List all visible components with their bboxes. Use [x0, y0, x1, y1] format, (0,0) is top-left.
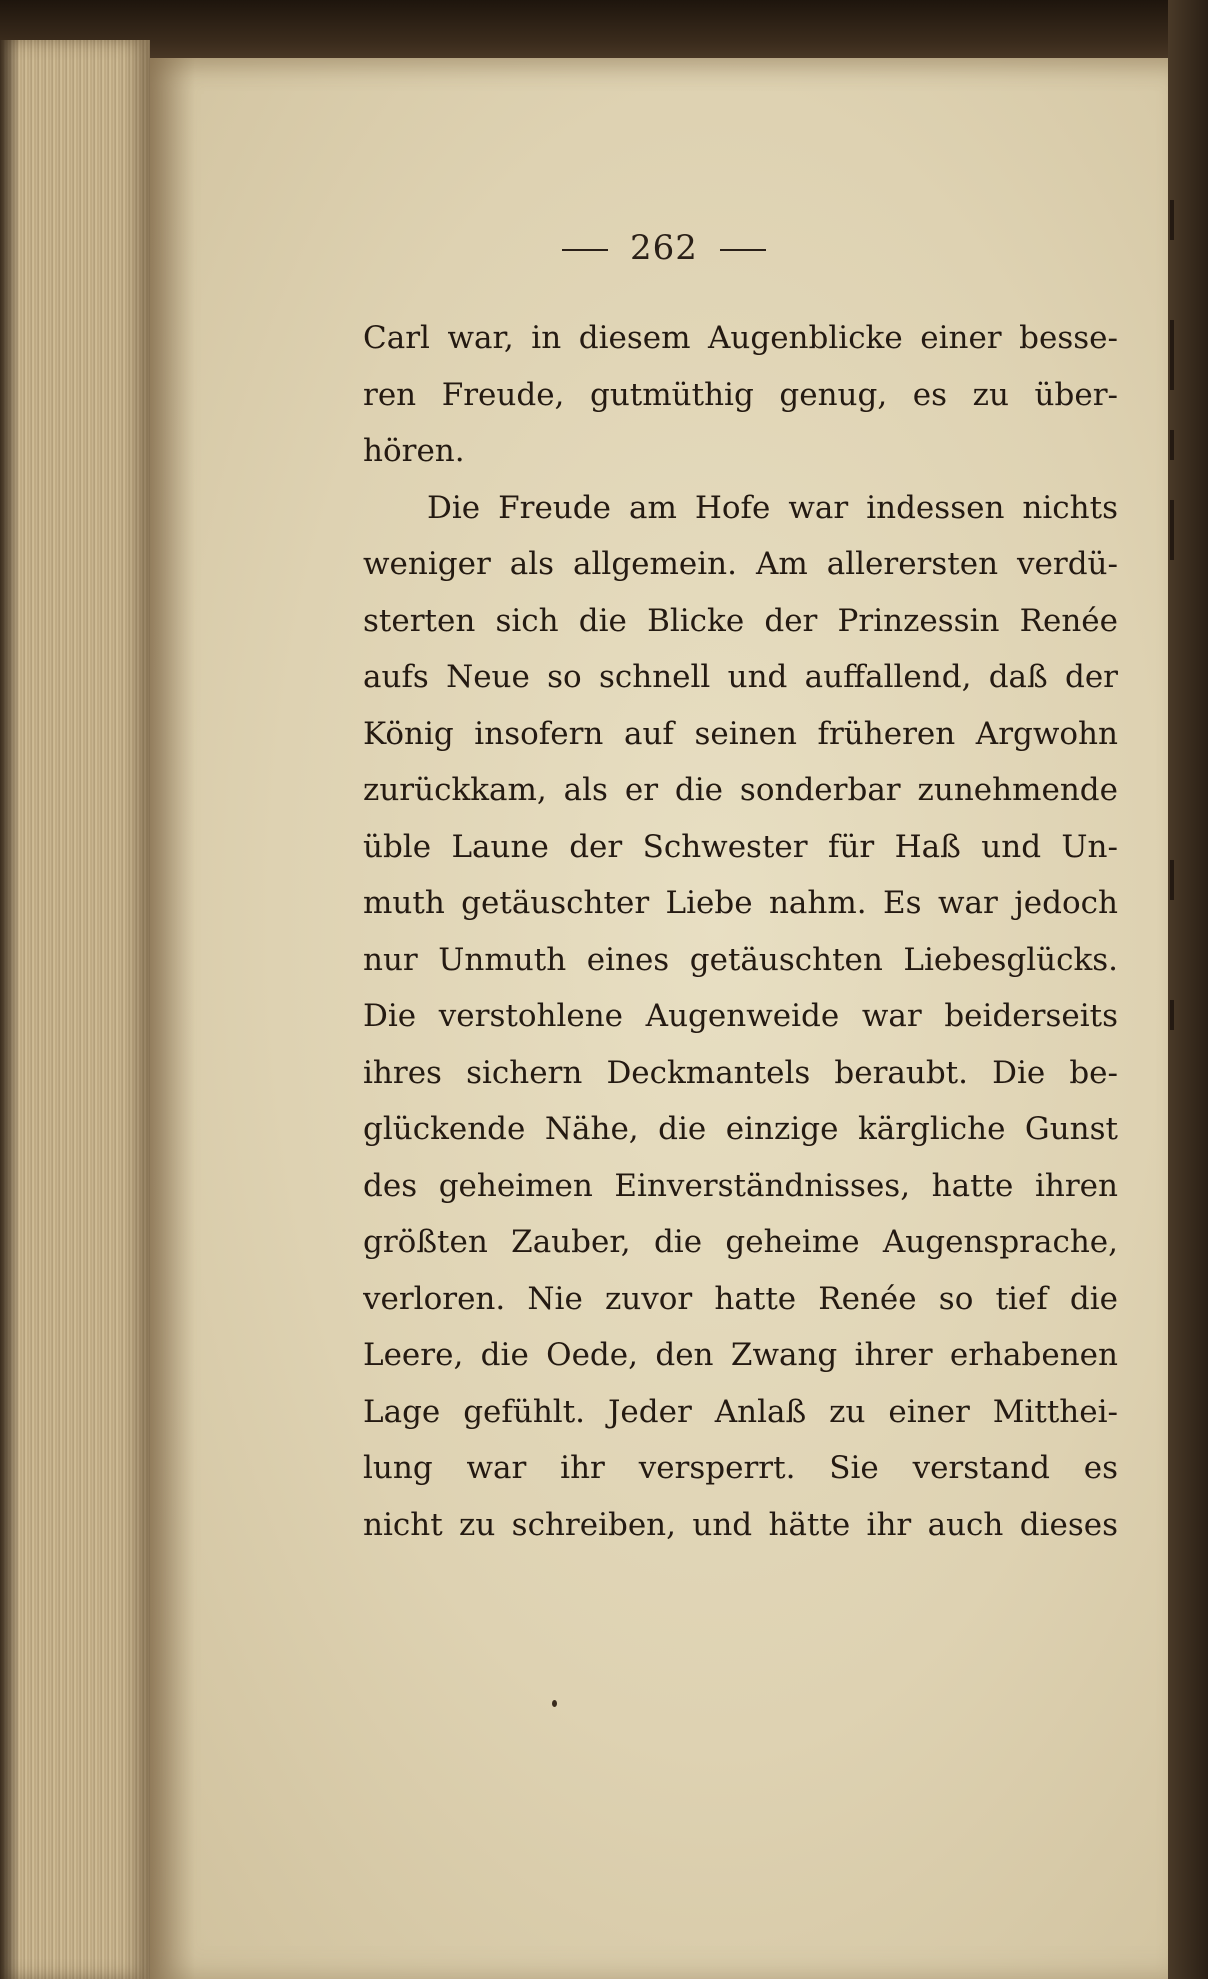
text-line: zurückkam, als er die sonderbar zunehmende: [363, 772, 1118, 808]
text-line: ihres sichern Deckmantels beraubt. Die be-: [363, 1054, 1118, 1091]
text-line: Carl war, in diesem Augenblicke einer besse-: [363, 320, 1118, 356]
text-line: aufs Neue so schnell und auffallend, daß der: [363, 659, 1118, 695]
text-line: des geheimen Einverständnisses, hatte ihren: [363, 1167, 1118, 1204]
text-line: muth getäuschter Liebe nahm. Es war jedoch: [363, 885, 1118, 921]
page-edges: [0, 40, 150, 1979]
page-number: 262: [630, 228, 698, 268]
text-line: weniger als allgemein. Am allerersten verdü-: [363, 546, 1118, 582]
page-header: [150, 228, 1178, 268]
page-edge-marks: [1160, 180, 1190, 1680]
text-line: größten Zauber, die geheime Augensprache,: [363, 1224, 1118, 1260]
text-line: glückende Nähe, die einzige kärgliche Gunst: [363, 1111, 1118, 1147]
text-line: lung war ihr versperrt. Sie verstand es: [363, 1450, 1118, 1486]
text-line: Lage gefühlt. Jeder Anlaß zu einer Mitthei-: [363, 1393, 1118, 1430]
text-line: hören.: [363, 433, 465, 469]
text-line: nur Unmuth eines getäuschten Liebesglücks.: [363, 941, 1118, 978]
text-line: sterten sich die Blicke der Prinzessin Renée: [363, 602, 1118, 639]
page-edges-shadow: [0, 40, 20, 1979]
body-text: [363, 310, 1118, 1553]
text-line: üble Laune der Schwester für Haß und Un-: [363, 828, 1118, 865]
page-gutter-shadow: [150, 58, 195, 1979]
header-dash-left: [562, 249, 608, 251]
text-line: König insofern auf seinen früheren Argwohn: [363, 715, 1118, 752]
paragraph-first-line: Die Freude am Hofe war indessen nichts: [427, 489, 1118, 526]
text-line: nicht zu schreiben, und hätte ihr auch dieses: [363, 1506, 1118, 1543]
ink-speck: [552, 1700, 557, 1707]
text-line: verloren. Nie zuvor hatte Renée so tief die: [363, 1280, 1118, 1317]
text-line: Leere, die Oede, den Zwang ihrer erhabenen: [363, 1337, 1118, 1373]
text-line: ren Freude, gutmüthig genug, es zu über-: [363, 376, 1118, 413]
book-cover-top: [0, 0, 1208, 60]
header-dash-right: [720, 249, 766, 251]
text-line: Die verstohlene Augenweide war beiderseits: [363, 998, 1118, 1034]
